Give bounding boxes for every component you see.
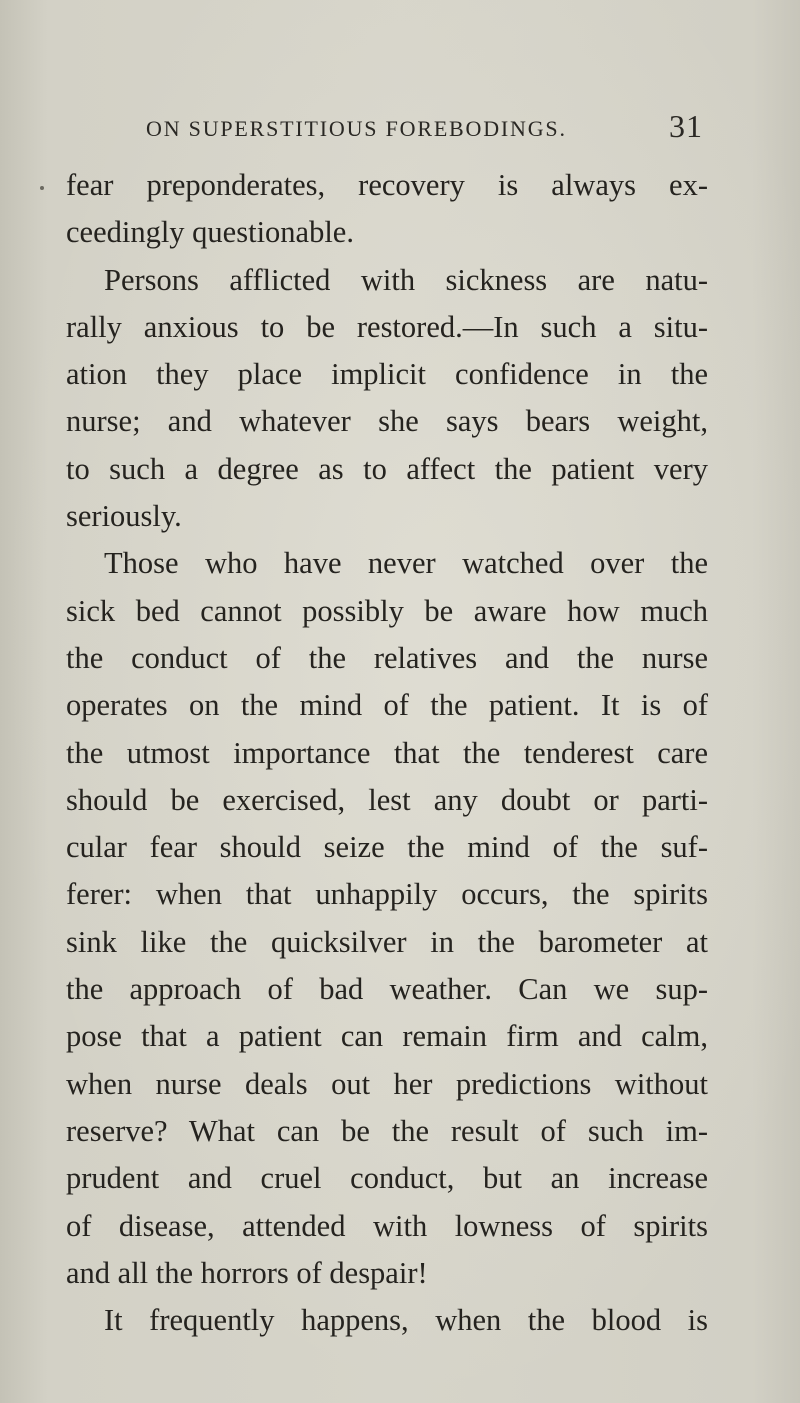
text-line: seriously. — [66, 499, 182, 534]
text-line: to such a degree as to affect the patient very — [66, 451, 708, 486]
running-head-title: ON SUPERSTITIOUS FOREBODINGS. — [146, 116, 567, 141]
text-line: prudent and cruel conduct, but an increase — [66, 1161, 708, 1196]
text-line: of disease, attended with lowness of spirits — [66, 1208, 708, 1243]
page-number: 31 — [669, 108, 703, 144]
text-line: Persons afflicted with sickness are natu- — [104, 262, 708, 297]
ink-speck — [40, 186, 44, 190]
text-line: cular fear should seize the mind of the suf- — [66, 830, 708, 865]
text-line: rally anxious to be restored.—In such a situ- — [66, 309, 708, 344]
text-line: Those who have never watched over the — [104, 546, 708, 581]
text-line: ation they place implicit confidence in the — [66, 357, 708, 392]
text-line: should be exercised, lest any doubt or parti- — [66, 782, 708, 817]
body-text — [66, 162, 708, 1344]
text-line: ceedingly questionable. — [66, 215, 354, 250]
text-line: operates on the mind of the patient. It is of — [66, 688, 708, 723]
text-line: It frequently happens, when the blood is — [104, 1303, 708, 1338]
text-line: the utmost importance that the tenderest care — [66, 735, 708, 770]
text-line: the approach of bad weather. Can we sup- — [66, 972, 708, 1007]
text-line: when nurse deals out her predictions without — [66, 1066, 708, 1101]
text-line: the conduct of the relatives and the nurse — [66, 640, 708, 675]
text-line: and all the horrors of despair! — [66, 1255, 428, 1290]
text-line: sink like the quicksilver in the barometer at — [66, 924, 708, 959]
text-line: nurse; and whatever she says bears weight, — [66, 404, 708, 439]
running-head — [0, 110, 800, 150]
text-line: reserve? What can be the result of such im- — [66, 1113, 708, 1148]
text-line: ferer: when that unhappily occurs, the spirits — [66, 877, 708, 912]
text-line: fear preponderates, recovery is always ex- — [66, 168, 708, 202]
text-line: pose that a patient can remain firm and calm, — [66, 1019, 708, 1054]
text-line: sick bed cannot possibly be aware how much — [66, 593, 708, 628]
